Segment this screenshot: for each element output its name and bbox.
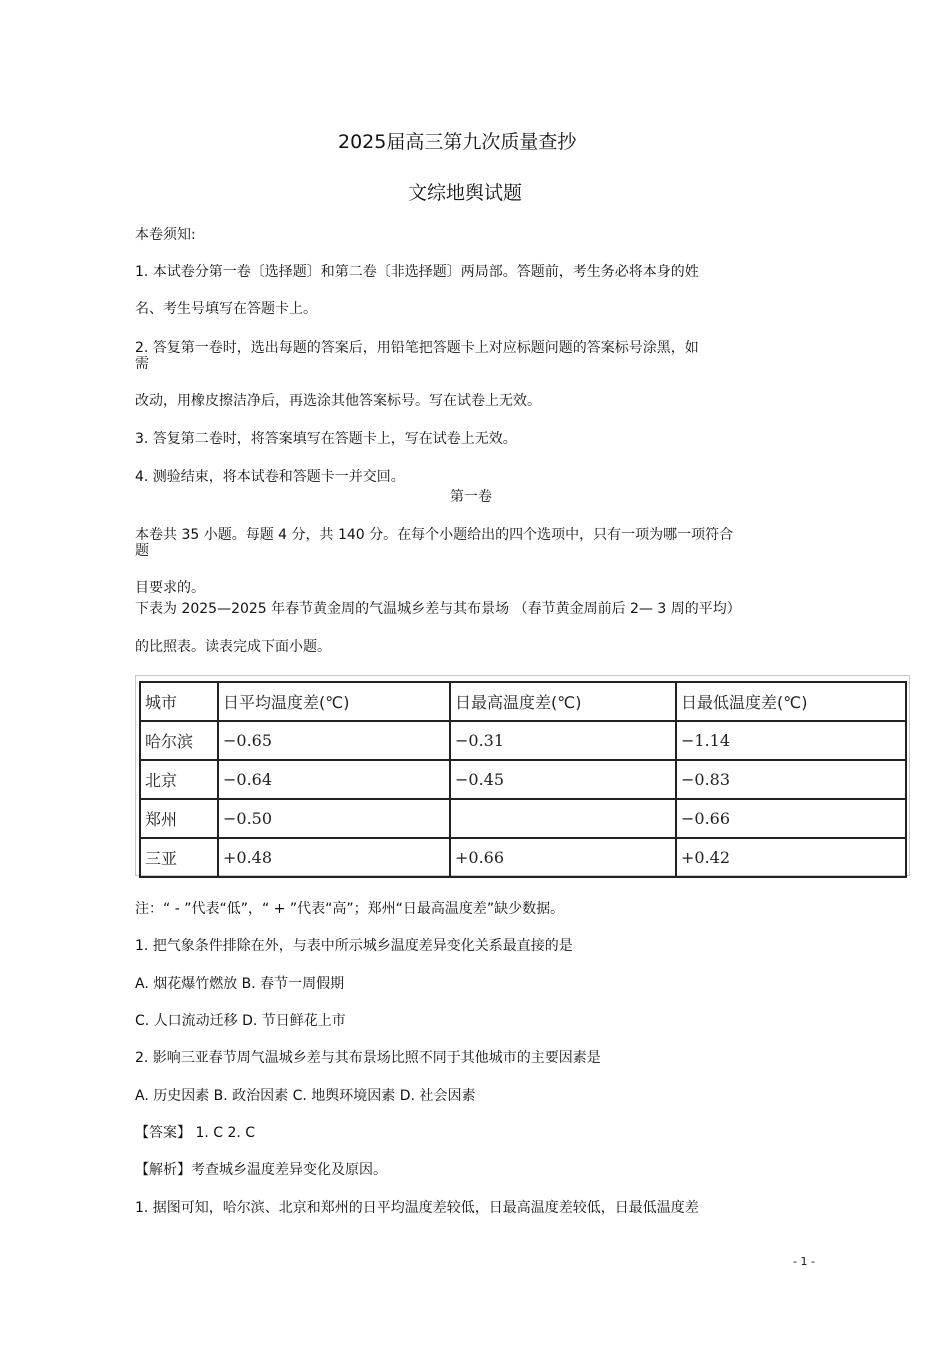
column-header: 日最高温度差(℃) [450,682,676,721]
analysis-text: 1. 据图可知，哈尔滨、北京和郑州的日平均温度差较低，日最高温度差较低，日最低温度差 [135,1200,699,1216]
column-header: 日最低温度差(℃) [676,682,906,721]
notice-heading: 本卷须知: [135,227,196,243]
table-row [140,799,906,838]
table-cell: +0.42 [676,838,906,877]
section-intro: 题 [135,543,149,559]
page-subtitle: 文综地舆试题 [408,182,523,204]
table-cell: −0.83 [676,760,906,799]
notice-line: 改动，用橡皮擦洁净后，再选涂其他答案标号。写在试卷上无效。 [135,393,541,409]
table-cell: −0.66 [676,799,906,838]
table-cell: 北京 [140,760,218,799]
table-note: 注：“ - ”代表“低”，“ + ”代表“高”；郑州“日最高温度差”缺少数据。 [135,901,565,917]
temperature-difference-table [135,675,910,876]
table-cell: −0.50 [218,799,450,838]
table-row [140,721,906,760]
notice-line: 2. 答复第一卷时，选出每题的答案后，用铅笔把答题卡上对应标题问题的答案标号涂黑，如 [135,340,699,356]
section-intro: 目要求的。 [135,580,205,596]
table-cell: −0.64 [218,760,450,799]
table-row [140,760,906,799]
notice-line: 名、考生号填写在答题卡上。 [135,301,317,317]
table-cell: +0.66 [450,838,676,877]
column-header: 城市 [140,682,218,721]
table-cell: −1.14 [676,721,906,760]
notice-line: 3. 答复第二卷时，将答案填写在答题卡上，写在试卷上无效。 [135,431,517,447]
question-2: 2. 影响三亚春节周气温城乡差与其布景场比照不同于其他城市的主要因素是 [135,1050,601,1066]
section-intro: 本卷共 35 小题。每题 4 分，共 140 分。在每个小题给出的四个选项中，只有一项为哪一项符合 [135,527,734,543]
question-1: 1. 把气象条件排除在外，与表中所示城乡温度差异变化关系最直接的是 [135,938,573,954]
page-title: 2025届高三第九次质量查抄 [338,131,577,153]
table-cell: 郑州 [140,799,218,838]
notice-line: 需 [135,356,149,372]
table-cell [450,799,676,838]
notice-line: 4. 测验结束，将本试卷和答题卡一并交回。 [135,469,405,485]
table-cell: 哈尔滨 [140,721,218,760]
table-cell: +0.48 [218,838,450,877]
table-row [140,838,906,877]
table-cell: −0.31 [450,721,676,760]
column-header: 日平均温度差(℃) [218,682,450,721]
question-2-options: A. 历史因素 B. 政治因素 C. 地舆环境因素 D. 社会因素 [135,1088,476,1104]
question-1-options: C. 人口流动迁移 D. 节日鲜花上市 [135,1013,346,1029]
table-cell: −0.65 [218,721,450,760]
section-heading: 第一卷 [450,489,492,505]
table-cell: −0.45 [450,760,676,799]
table-cell: 三亚 [140,838,218,877]
page-number: - 1 - [793,1255,815,1268]
material-text: 的比照表。读表完成下面小题。 [135,639,331,655]
notice-line: 1. 本试卷分第一卷〔选择题〕和第二卷〔非选择题〕两局部。答题前，考生务必将本身的姓 [135,264,699,280]
material-text: 下表为 2025—2025 年春节黄金周的气温城乡差与其布景场 （春节黄金周前后 2— 3 周的平均） [135,601,741,617]
analysis-heading: 【解析】考查城乡温度差异变化及原因。 [135,1162,387,1178]
answer-line: 【答案】 1. C 2. C [135,1125,256,1141]
question-1-options: A. 烟花爆竹燃放 B. 春节一周假期 [135,976,345,992]
table-header-row [140,682,906,721]
